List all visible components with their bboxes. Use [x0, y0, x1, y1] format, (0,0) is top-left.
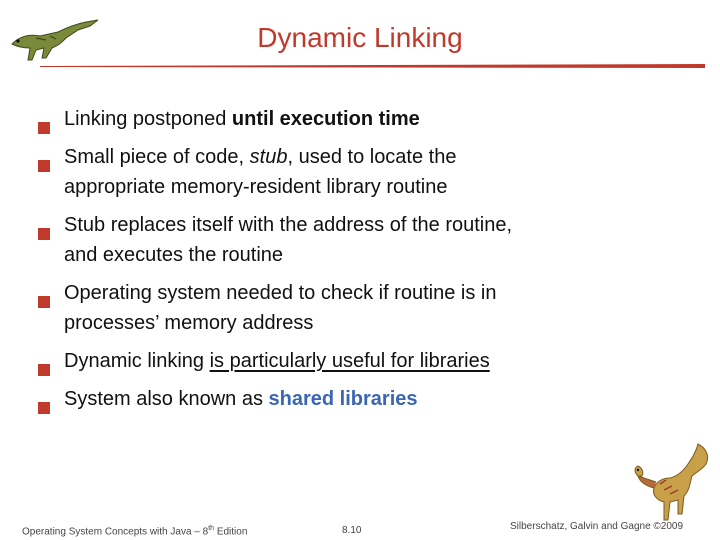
- title-underline: [40, 64, 705, 68]
- page-title: Dynamic Linking: [257, 22, 463, 53]
- dinosaur-logo-icon: [6, 14, 102, 62]
- bullet-item: Stub replaces itself with the address of the routine, and executes the routine: [38, 210, 698, 270]
- bullet-marker: [38, 287, 50, 299]
- bullet-item: System also known as shared libraries: [38, 384, 698, 414]
- bullet-item: Operating system needed to check if routine is in processes’ memory address: [38, 278, 698, 338]
- footer-copyright: Silberschatz, Galvin and Gagne ©2009: [510, 521, 684, 532]
- footer-page-number: 8.10: [342, 525, 362, 536]
- footer-course-title: Operating System Concepts with Java – 8th Edition: [22, 525, 248, 538]
- bullet-marker: [38, 355, 50, 367]
- bullet-item: Linking postponed until execution time: [38, 104, 698, 134]
- bullet-marker: [38, 219, 50, 231]
- bullet-item: Small piece of code, stub, used to locate the appropriate memory-resident library routine: [38, 142, 698, 202]
- bullet-marker: [38, 151, 50, 163]
- bullet-list: [38, 104, 698, 422]
- bullet-marker: [38, 113, 50, 125]
- bullet-item: Dynamic linking is particularly useful for libraries: [38, 346, 698, 376]
- dinosaur-icon: [620, 440, 715, 530]
- bullet-marker: [38, 393, 50, 405]
